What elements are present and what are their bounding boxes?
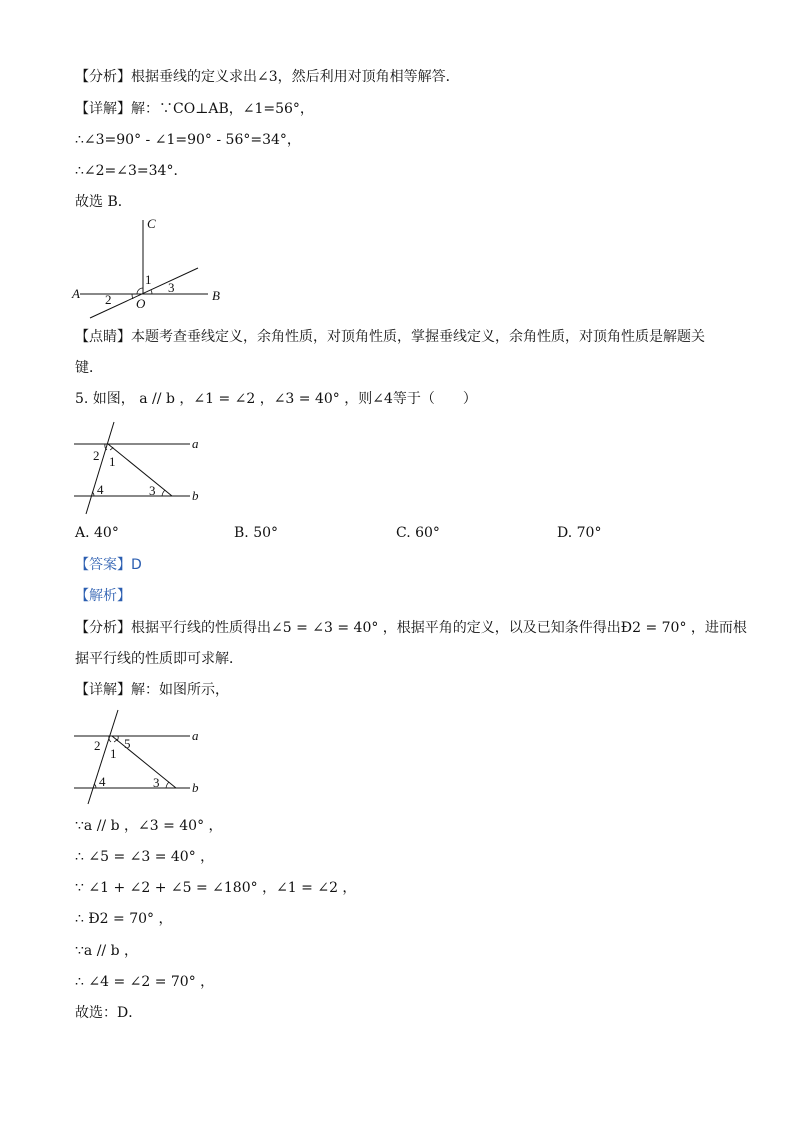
remark-text-1: 【点睛】本题考查垂线定义，余角性质，对顶角性质，掌握垂线定义，余角性质，对顶角性质是解题关 (75, 329, 705, 345)
answer-label: 【答案】D (75, 557, 142, 573)
option-b: B. 50° (234, 525, 279, 541)
solution-step-4: ∴ Ð2 = 70° ， (75, 911, 173, 927)
step-angle3: ∴∠3=90° - ∠1=90° - 56°=34°， (75, 132, 301, 148)
label-3: 3 (168, 280, 175, 295)
label-O: O (136, 296, 146, 311)
label-B: B (212, 288, 220, 303)
analysis-text-2: 【分析】根据平行线的性质得出∠5 = ∠3 = 40° ，根据平角的定义，以及已知条件得出Ð2 = 70° ，进而根 (75, 620, 747, 636)
detail-text-1: 【详解】解：∵CO⊥AB，∠1=56°， (75, 101, 314, 117)
label-A: A (72, 286, 80, 301)
label-C: C (147, 216, 156, 231)
label-2: 2 (105, 292, 112, 307)
label-1: 1 (145, 272, 152, 287)
solution-step-1: ∵a // b ，∠3 = 40° ， (75, 818, 223, 834)
analysis-text-1: 【分析】根据垂线的定义求出∠3，然后利用对顶角相等解答． (75, 69, 460, 85)
solution-step-3: ∵ ∠1 + ∠2 + ∠5 = ∠180° ，∠1 = ∠2 ， (75, 880, 357, 896)
solution-step-5: ∵a // b ， (75, 943, 138, 959)
detail-text-2: 【详解】解：如图所示， (75, 682, 229, 698)
label-2: 2 (93, 448, 100, 463)
label-b: b (192, 780, 199, 795)
label-a: a (192, 728, 199, 743)
label-5: 5 (124, 736, 131, 751)
remark-text-2: 键． (75, 360, 103, 376)
label-1: 1 (109, 454, 116, 469)
analysis-text-3: 据平行线的性质即可求解． (75, 651, 243, 667)
solution-step-6: ∴ ∠4 = ∠2 = 70° ， (75, 974, 215, 990)
option-d: D. 70° (557, 525, 602, 541)
figure-parallel-lines-solution (72, 708, 212, 808)
option-a: A. 40° (75, 525, 119, 541)
solution-label: 【解析】 (75, 588, 131, 604)
choice-text-1: 故选 B． (75, 194, 132, 210)
label-4: 4 (99, 774, 106, 789)
label-3: 3 (149, 483, 156, 498)
label-a: a (192, 436, 199, 451)
label-b: b (192, 488, 199, 503)
label-3: 3 (153, 775, 160, 790)
label-2: 2 (94, 738, 101, 753)
figure-perpendicular (68, 212, 238, 317)
question-5: 5. 如图， a // b ，∠1 = ∠2 ，∠3 = 40° ，则∠4等于（ ） (75, 391, 477, 407)
solution-choice: 故选：D． (75, 1005, 143, 1021)
option-c: C. 60° (396, 525, 440, 541)
figure-parallel-lines (72, 420, 212, 520)
label-4: 4 (97, 482, 104, 497)
label-1: 1 (110, 746, 117, 761)
step-angle2: ∴∠2=∠3=34°． (75, 163, 188, 179)
solution-step-2: ∴ ∠5 = ∠3 = 40° ， (75, 849, 215, 865)
